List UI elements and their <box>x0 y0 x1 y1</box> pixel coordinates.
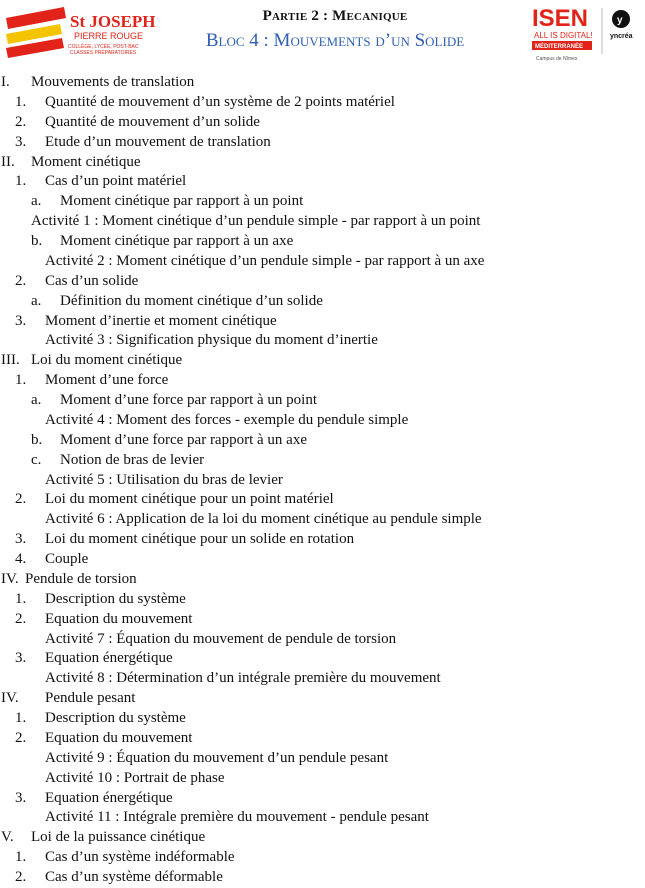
subsection-item: 3. Etude d’un mouvement de translation <box>15 133 271 150</box>
activity-item: Activité 6 : Application de la loi du moment cinétique au pendule simple <box>45 511 482 528</box>
subsection-item: 3. Equation énergétique <box>15 789 173 806</box>
isen-campus: Campus de Nîmes <box>536 56 578 62</box>
logo-left-line4: CLASSES PRÉPARATOIRES <box>70 50 137 56</box>
subsection-item: 3. Moment d’inertie et moment cinétique <box>15 312 277 329</box>
section-item: I. Mouvements de translation <box>1 74 195 90</box>
page-header <box>0 0 645 72</box>
yncrea-label: yncréa <box>610 33 633 40</box>
subsection-item: 2. Loi du moment cinétique pour un point matériel <box>15 491 334 508</box>
subsection-item: 1. Description du système <box>15 710 186 726</box>
subsubsection-item: a. Définition du moment cinétique d’un solide <box>31 292 323 309</box>
activity-item: Activité 1 : Moment cinétique d’un pendule simple - par rapport à un point <box>31 213 481 230</box>
activity-item: Activité 8 : Détermination d’un intégrale première du mouvement <box>45 670 441 687</box>
subsection-item: 2. Cas d’un solide <box>15 272 139 289</box>
activity-item: Activité 7 : Équation du mouvement de pendule de torsion <box>45 630 397 647</box>
svg-text:y: y <box>617 15 623 26</box>
subsection-item: 1. Moment d’une force <box>15 372 169 389</box>
page-subtitle: Bloc 4 : Mouvements d’un Solide <box>205 30 465 51</box>
subsection-item: 2. Quantité de mouvement d’un solide <box>15 113 260 130</box>
subsubsection-item: a. Moment cinétique par rapport à un point <box>31 193 304 210</box>
section-item: V. Loi de la puissance cinétique <box>1 829 206 846</box>
logo-left-line1: St JOSEPH <box>70 12 156 31</box>
subsubsection-item: b. Moment d’une force par rapport à un axe <box>31 431 307 448</box>
activity-item: Activité 4 : Moment des forces - exemple du pendule simple <box>45 411 409 428</box>
table-of-contents <box>0 73 645 888</box>
st-joseph-logo <box>4 4 156 62</box>
isen-brand: ISEN <box>532 5 589 32</box>
activity-item: Activité 5 : Utilisation du bras de levier <box>45 471 283 488</box>
logo-left-line3: COLLÈGE, LYCÉE, POST-BAC <box>68 44 139 50</box>
isen-region: MÉDITERRANÉE <box>535 44 584 50</box>
subsection-item: 2. Equation du mouvement <box>15 610 193 627</box>
subsection-item: 2. Equation du mouvement <box>15 729 193 746</box>
activity-item: Activité 10 : Portrait de phase <box>45 769 225 786</box>
subsection-item: 1. Cas d’un point matériel <box>15 173 187 190</box>
isen-logo <box>526 2 644 64</box>
subsection-item: 4. Couple <box>15 551 89 567</box>
subsection-item: 3. Loi du moment cinétique pour un solide en rotation <box>15 531 355 548</box>
activity-item: Activité 9 : Équation du mouvement d’un pendule pesant <box>45 749 389 766</box>
activity-item: Activité 11 : Intégrale première du mouvement - pendule pesant <box>45 809 429 826</box>
subsection-item: 3. Equation énergétique <box>15 650 173 667</box>
title-block <box>150 7 520 53</box>
subsubsection-item: b. Moment cinétique par rapport à un axe <box>31 233 294 249</box>
isen-tagline: ALL IS DIGITAL! <box>534 31 593 40</box>
section-item: IV. Pendule pesant <box>1 690 136 707</box>
section-item: IV. Pendule de torsion <box>1 570 137 587</box>
subsubsection-item: a. Moment d’une force par rapport à un point <box>31 392 317 408</box>
page-title: Partie 2 : Mecanique <box>262 8 408 24</box>
activity-item: Activité 3 : Signification physique du moment d’inertie <box>45 332 378 349</box>
logo-left-line2: PIERRE ROUGE <box>74 31 144 41</box>
subsection-item: 2. Cas d’un système déformable <box>15 869 223 885</box>
subsection-item: 1. Description du système <box>15 590 186 607</box>
section-item: III. Loi du moment cinétique <box>1 352 183 369</box>
subsection-item: 1. Quantité de mouvement d’un système de 2 points matériel <box>15 93 395 110</box>
section-item: II. Moment cinétique <box>1 153 141 170</box>
subsubsection-item: c. Notion de bras de levier <box>31 451 205 468</box>
subsection-item: 1. Cas d’un système indéformable <box>15 849 235 866</box>
activity-item: Activité 2 : Moment cinétique d’un pendule simple - par rapport à un axe <box>45 252 485 269</box>
